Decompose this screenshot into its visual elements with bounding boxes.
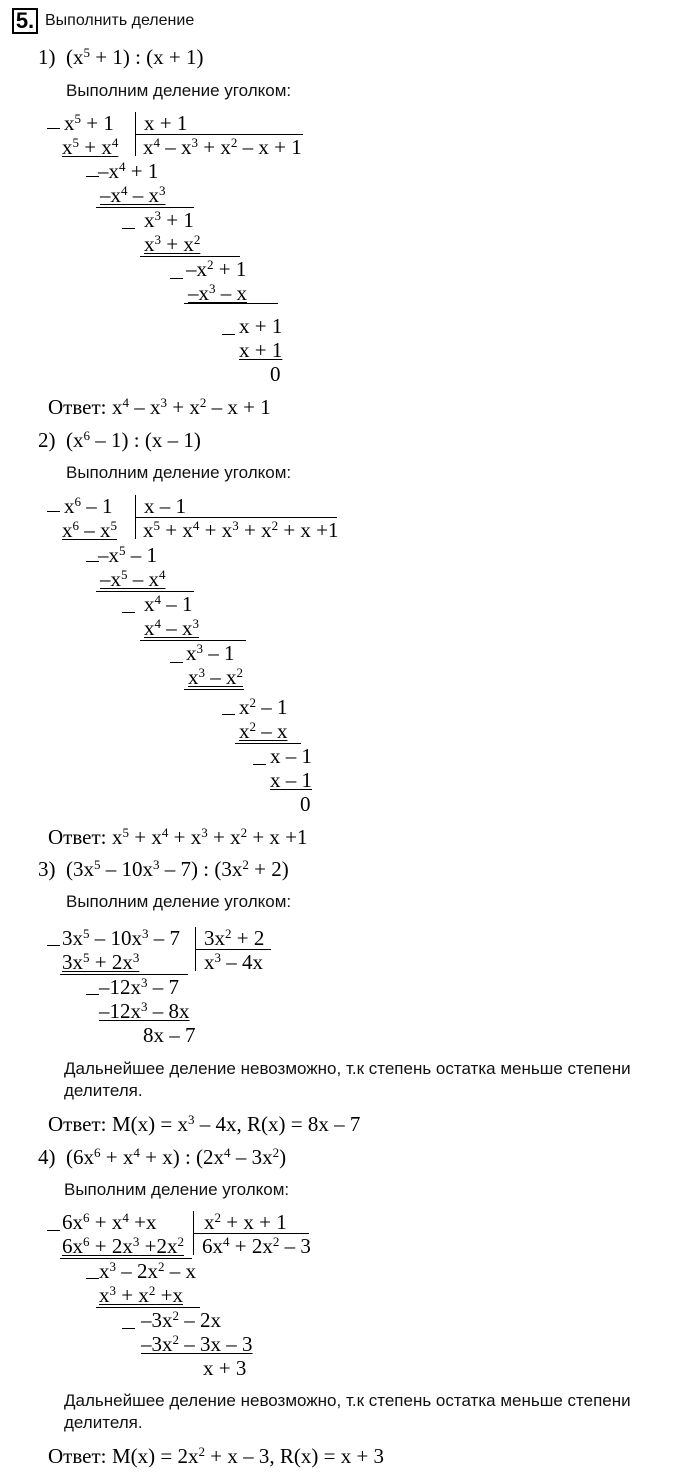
answer-label: Ответ: (48, 395, 107, 419)
p3-quotient: $x^3 - 4x$ (204, 949, 264, 974)
minus-sign (47, 945, 60, 946)
p2-step: $-x^5 - x^4$ (100, 566, 166, 591)
p4-quotient: $6x^4 + 2x^2 - 3$ (202, 1233, 311, 1258)
minus-sign (122, 1328, 135, 1329)
p1-dividend: $x^5 + 1$ (64, 110, 114, 135)
problem-2-label: 2) (38, 428, 56, 452)
p3-note-line-2: делителя. (64, 1081, 143, 1100)
problem-1-expression: $(x^5 + 1)$ : (x + 1) (66, 44, 204, 69)
problem-2-expression: $(x^6 - 1)$ : (x – 1) (66, 427, 201, 452)
p4-step: $x^3 - 2x^2$ – x (99, 1258, 197, 1283)
p2-step: $x^2$ – x (239, 718, 288, 743)
p2-quotient: $x^5 + x^4 + x^3 + x^2 + x +1$ (143, 517, 339, 542)
step-line (184, 303, 278, 304)
p3-step: $3x^5 + 2x^3$ (62, 949, 140, 974)
answer-label: Ответ: (48, 825, 107, 849)
problem-4-method: Выполним деление уголком: (64, 1180, 290, 1199)
p4-divisor: $x^2 + x + 1$ (204, 1209, 287, 1234)
p1-step: $-x^4 - x^3$ (100, 182, 166, 207)
p2-step: $-x^5 - 1$ (98, 542, 158, 567)
p2-step: $x^3 - x^2$ (188, 664, 244, 689)
p1-step: $x^5 + x^4$ (62, 134, 119, 159)
p2-step: x – 1 (270, 744, 312, 768)
p4-step: $-3x^2 - 2x$ (141, 1307, 222, 1332)
p3-dividend: $3x^5 - 10x^3 - 7$ (62, 925, 181, 950)
p1-step: x + 1 (239, 338, 283, 362)
minus-sign (47, 1230, 60, 1231)
task-number: 5. (12, 8, 38, 34)
problem-4-label: 4) (38, 1145, 56, 1169)
p1-step: $x^3 + x^2$ (144, 231, 201, 256)
minus-sign (86, 1278, 99, 1279)
p2-step: $x^4 - 1$ (144, 591, 193, 616)
p2-step: $x^6 - x^5$ (62, 517, 118, 542)
p1-answer: $x^4 - x^3 + x^2 - x + 1$ (112, 394, 271, 419)
p2-divisor: x – 1 (144, 494, 186, 518)
minus-sign (222, 714, 235, 715)
p1-step: $x^3 + 1$ (144, 207, 194, 232)
p1-remainder: 0 (270, 362, 281, 386)
step-line (184, 689, 244, 690)
p2-step: $x^3 - 1$ (186, 640, 235, 665)
p3-step: $-12x^3 - 8x$ (99, 998, 190, 1023)
p1-step: $-x^4 + 1$ (98, 158, 159, 183)
problem-3-method: Выполним деление уголком: (66, 892, 292, 911)
p2-answer: $x^5 + x^4 + x^3 + x^2 + x +1$ (112, 824, 308, 849)
p3-step: $-12x^3 - 7$ (99, 974, 180, 999)
answer-label: Ответ: (48, 1444, 107, 1468)
answer-label: Ответ: (48, 1112, 107, 1136)
p4-remainder: x + 3 (203, 1356, 247, 1380)
p4-note-line-1: Дальнейшее деление невозможно, т.к степень остатка меньше степени (64, 1391, 631, 1410)
p4-note-line-2: делителя. (64, 1413, 143, 1432)
minus-sign (170, 662, 183, 663)
problem-4-expression: $(6x^6 + x^4 + x)$ : $(2x^4 - 3x^2)$ (66, 1144, 287, 1169)
p1-step: $-x^2 + 1$ (186, 256, 247, 281)
minus-sign (170, 278, 183, 279)
p3-remainder: 8x – 7 (143, 1023, 196, 1047)
p2-remainder: 0 (300, 792, 311, 816)
p1-step: $-x^3$ – x (188, 280, 248, 305)
p2-dividend: $x^6 - 1$ (64, 493, 113, 518)
minus-sign (122, 612, 135, 613)
p2-step: x – 1 (270, 768, 312, 792)
p3-answer: $M(x) = x^3 - 4x$, R(x) = 8x – 7 (112, 1111, 361, 1136)
p1-quotient: $x^4 - x^3 + x^2 - x + 1$ (143, 134, 302, 159)
p2-step: $x^4 - x^3$ (144, 615, 200, 640)
problem-1-method: Выполним деление уголком: (66, 81, 292, 100)
minus-sign (253, 764, 266, 765)
p1-step: x + 1 (239, 314, 283, 338)
minus-sign (122, 228, 135, 229)
p1-divisor: x + 1 (144, 111, 188, 135)
p4-step: $6x^6 + 2x^3 +2x^2$ (62, 1233, 184, 1258)
p3-divisor: $3x^2 + 2$ (204, 925, 265, 950)
p4-answer: $M(x) = 2x^2 + x - 3$, R(x) = x + 3 (112, 1443, 385, 1468)
minus-sign (222, 334, 235, 335)
problem-3-expression: $(3x^5 - 10x^3 - 7)$ : $(3x^2 + 2)$ (66, 856, 289, 881)
p4-step: $-3x^2 - 3x - 3$ (141, 1331, 253, 1356)
task-title: Выполнить деление (45, 12, 195, 29)
p4-dividend: $6x^6 + x^4 +x$ (62, 1209, 157, 1234)
minus-sign (47, 128, 60, 129)
minus-sign (47, 511, 60, 512)
problem-2-method: Выполним деление уголком: (66, 463, 292, 482)
p2-step: $x^2 - 1$ (239, 694, 288, 719)
p4-step: $x^3 + x^2 +x$ (99, 1282, 183, 1307)
minus-sign (86, 994, 99, 995)
problem-3-label: 3) (38, 857, 56, 881)
p3-note-line-1: Дальнейшее деление невозможно, т.к степень остатка меньше степени (64, 1059, 631, 1078)
problem-1-label: 1) (38, 45, 56, 69)
